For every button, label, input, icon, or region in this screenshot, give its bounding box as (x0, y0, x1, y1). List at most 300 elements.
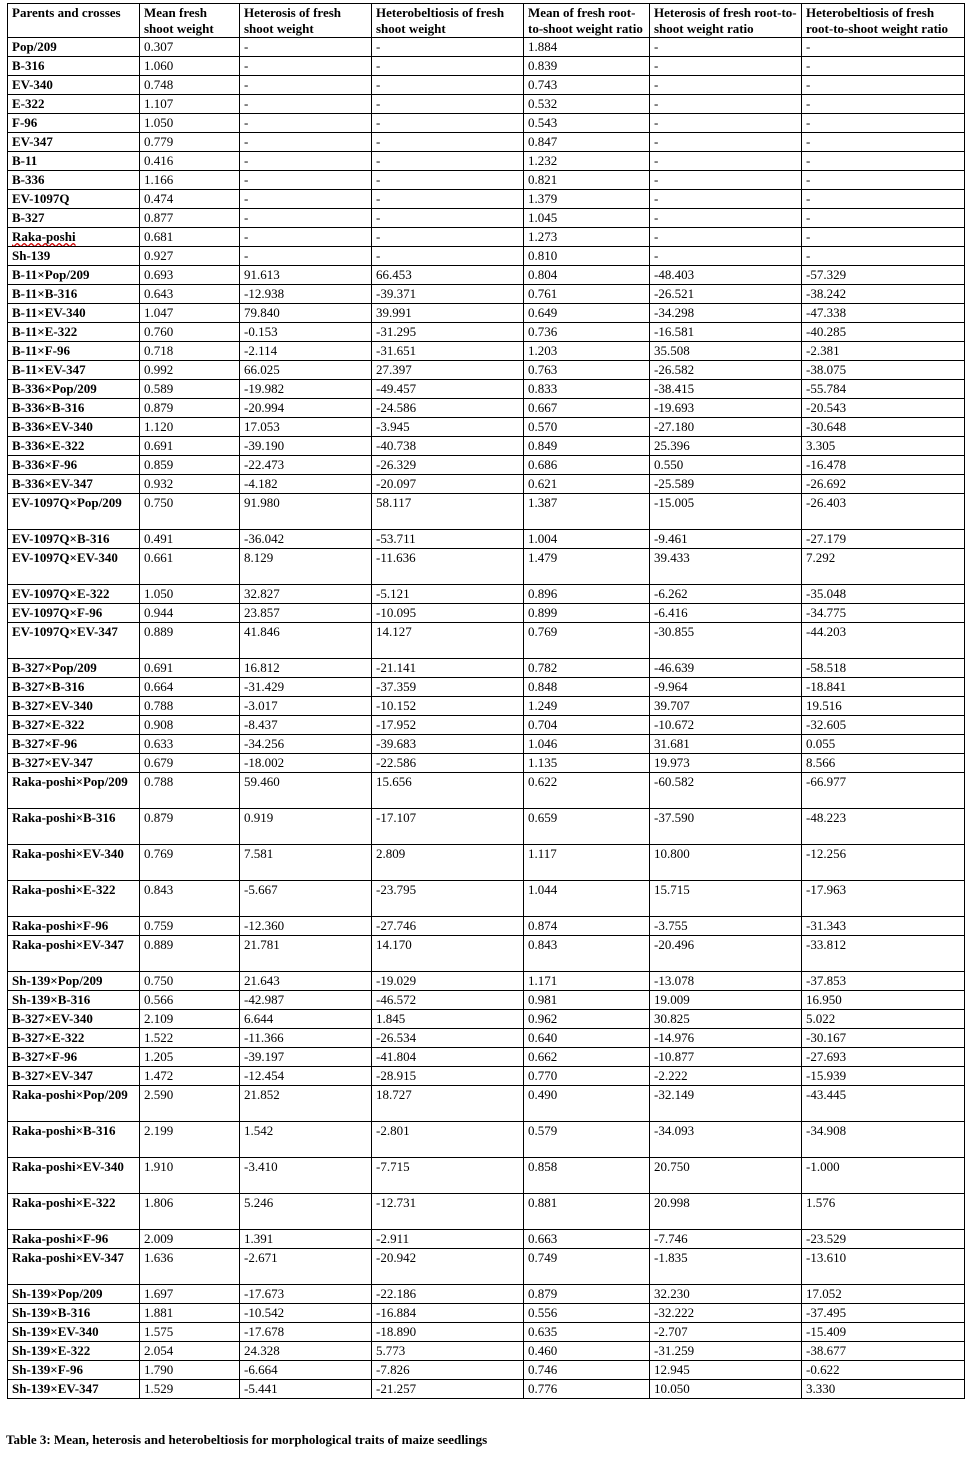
table-row (8, 361, 965, 380)
table-cell: -57.329 (802, 266, 965, 285)
row-label: B-336×EV-340 (8, 418, 140, 437)
table-cell: 1.522 (140, 1029, 240, 1048)
table-cell: - (802, 114, 965, 133)
row-label: Sh-139×Pop/209 (8, 1285, 140, 1304)
table-cell: -3.945 (372, 418, 524, 437)
table-cell: -32.149 (650, 1086, 802, 1122)
table-cell: 0.746 (524, 1361, 650, 1380)
table-cell: 0.899 (524, 604, 650, 623)
table-cell: -13.610 (802, 1249, 965, 1285)
table-cell: - (372, 209, 524, 228)
row-label: Sh-139×F-96 (8, 1361, 140, 1380)
table-cell: -15.409 (802, 1323, 965, 1342)
table-row (8, 171, 965, 190)
table-cell: 0.663 (524, 1230, 650, 1249)
table-cell: 2.809 (372, 845, 524, 881)
table-cell: 20.750 (650, 1158, 802, 1194)
row-label: B-11×EV-347 (8, 361, 140, 380)
row-label: B-327×EV-340 (8, 1010, 140, 1029)
table-row (8, 114, 965, 133)
table-row (8, 95, 965, 114)
header-heterosis-ratio: Heterosis of fresh root-to-shoot weight ratio (650, 4, 802, 38)
table-row (8, 190, 965, 209)
table-cell: 0.691 (140, 437, 240, 456)
table-cell: 66.453 (372, 266, 524, 285)
table-cell: 14.170 (372, 936, 524, 972)
row-label: B-316 (8, 57, 140, 76)
table-row (8, 1122, 965, 1158)
table-cell: 0.643 (140, 285, 240, 304)
table-row (8, 697, 965, 716)
table-cell: 58.117 (372, 494, 524, 530)
table-cell: 0.681 (140, 228, 240, 247)
row-label: Raka-poshi (8, 228, 140, 247)
table-cell: -30.648 (802, 418, 965, 437)
row-label: EV-1097Q×E-322 (8, 585, 140, 604)
table-cell: -44.203 (802, 623, 965, 659)
table-cell: - (240, 209, 372, 228)
row-label: EV-1097Q×Pop/209 (8, 494, 140, 530)
table-cell: 2.054 (140, 1342, 240, 1361)
table-cell: -22.473 (240, 456, 372, 475)
table-row (8, 530, 965, 549)
table-row (8, 623, 965, 659)
table-cell: 8.566 (802, 754, 965, 773)
row-label: B-336×E-322 (8, 437, 140, 456)
table-cell: -37.590 (650, 809, 802, 845)
row-label: B-327×F-96 (8, 1048, 140, 1067)
table-cell: -12.938 (240, 285, 372, 304)
header-mean-ratio: Mean of fresh root-to-shoot weight ratio (524, 4, 650, 38)
table-cell: 0.879 (140, 399, 240, 418)
table-cell: -27.746 (372, 917, 524, 936)
table-cell: 0.849 (524, 437, 650, 456)
table-cell: 1.205 (140, 1048, 240, 1067)
table-cell: 7.292 (802, 549, 965, 585)
table-cell: 1.171 (524, 972, 650, 991)
table-row (8, 1342, 965, 1361)
table-cell: 59.460 (240, 773, 372, 809)
table-row (8, 1323, 965, 1342)
table-cell: 0.810 (524, 247, 650, 266)
table-cell: 0.589 (140, 380, 240, 399)
table-row (8, 152, 965, 171)
table-cell: 1.004 (524, 530, 650, 549)
table-cell: 0.748 (140, 76, 240, 95)
table-cell: 19.009 (650, 991, 802, 1010)
table-cell: 0.908 (140, 716, 240, 735)
table-cell: 1.044 (524, 881, 650, 917)
table-cell: 0.661 (140, 549, 240, 585)
table-cell: -7.715 (372, 1158, 524, 1194)
row-label: B-11×Pop/209 (8, 266, 140, 285)
table-cell: 17.053 (240, 418, 372, 437)
table-cell: 2.590 (140, 1086, 240, 1122)
table-cell: -5.121 (372, 585, 524, 604)
table-cell: 3.305 (802, 437, 965, 456)
table-cell: - (372, 133, 524, 152)
table-cell: 0.704 (524, 716, 650, 735)
table-cell: 0.881 (524, 1194, 650, 1230)
row-label: EV-340 (8, 76, 140, 95)
table-cell: -13.078 (650, 972, 802, 991)
row-label: B-11 (8, 152, 140, 171)
table-cell: 1.135 (524, 754, 650, 773)
table-cell: - (240, 76, 372, 95)
table-cell: 0.622 (524, 773, 650, 809)
row-label: EV-347 (8, 133, 140, 152)
row-label: Raka-poshi×EV-347 (8, 1249, 140, 1285)
table-cell: 0.570 (524, 418, 650, 437)
table-cell: 0.664 (140, 678, 240, 697)
table-cell: - (650, 152, 802, 171)
row-label: Sh-139 (8, 247, 140, 266)
table-cell: -1.000 (802, 1158, 965, 1194)
table-cell: -9.461 (650, 530, 802, 549)
row-label: B-327 (8, 209, 140, 228)
table-cell: 32.827 (240, 585, 372, 604)
table-cell: 19.516 (802, 697, 965, 716)
table-cell: 0.843 (524, 936, 650, 972)
table-cell: -34.298 (650, 304, 802, 323)
table-cell: 0.532 (524, 95, 650, 114)
table-cell: 1.379 (524, 190, 650, 209)
row-label: B-327×EV-340 (8, 697, 140, 716)
table-row (8, 247, 965, 266)
row-label: B-336×F-96 (8, 456, 140, 475)
table-cell: -37.495 (802, 1304, 965, 1323)
table-cell: 0.307 (140, 38, 240, 57)
table-row (8, 659, 965, 678)
table-cell: -10.542 (240, 1304, 372, 1323)
table-cell: - (802, 76, 965, 95)
table-cell: 1.806 (140, 1194, 240, 1230)
table-cell: -2.222 (650, 1067, 802, 1086)
table-cell: 0.843 (140, 881, 240, 917)
table-cell: -19.982 (240, 380, 372, 399)
table-cell: -40.285 (802, 323, 965, 342)
table-cell: 1.120 (140, 418, 240, 437)
row-label: Raka-poshi×Pop/209 (8, 1086, 140, 1122)
table-cell: -2.114 (240, 342, 372, 361)
table-cell: -15.005 (650, 494, 802, 530)
table-cell: 0.944 (140, 604, 240, 623)
table-cell: -5.667 (240, 881, 372, 917)
table-cell: 0.460 (524, 1342, 650, 1361)
table-cell: -21.257 (372, 1380, 524, 1399)
table-cell: -46.639 (650, 659, 802, 678)
table-cell: 0.579 (524, 1122, 650, 1158)
table-cell: -28.915 (372, 1067, 524, 1086)
table-cell: 0.491 (140, 530, 240, 549)
table-cell: 30.825 (650, 1010, 802, 1029)
table-cell: - (372, 76, 524, 95)
table-cell: - (650, 171, 802, 190)
table-cell: -23.795 (372, 881, 524, 917)
table-cell: -20.942 (372, 1249, 524, 1285)
table-cell: 35.508 (650, 342, 802, 361)
table-row (8, 1285, 965, 1304)
table-row (8, 266, 965, 285)
table-cell: 0.788 (140, 773, 240, 809)
table-cell: 0.556 (524, 1304, 650, 1323)
table-cell: 0.779 (140, 133, 240, 152)
table-cell: -46.572 (372, 991, 524, 1010)
table-cell: 1.060 (140, 57, 240, 76)
table-cell: -12.731 (372, 1194, 524, 1230)
table-cell: 20.998 (650, 1194, 802, 1230)
table-cell: 0.769 (140, 845, 240, 881)
table-cell: 1.046 (524, 735, 650, 754)
table-row (8, 1029, 965, 1048)
table-cell: - (650, 228, 802, 247)
table-row (8, 1304, 965, 1323)
table-row (8, 323, 965, 342)
table-cell: -26.582 (650, 361, 802, 380)
table-cell: -26.534 (372, 1029, 524, 1048)
table-row (8, 1048, 965, 1067)
table-cell: 21.643 (240, 972, 372, 991)
table-cell: 0.821 (524, 171, 650, 190)
table-cell: 0.543 (524, 114, 650, 133)
table-cell: -6.416 (650, 604, 802, 623)
table-cell: -20.496 (650, 936, 802, 972)
table-cell: - (802, 190, 965, 209)
table-cell: 0.788 (140, 697, 240, 716)
row-label: E-322 (8, 95, 140, 114)
table-cell: 91.613 (240, 266, 372, 285)
table-cell: -19.029 (372, 972, 524, 991)
table-cell: -27.693 (802, 1048, 965, 1067)
table-row (8, 418, 965, 437)
table-cell: 39.707 (650, 697, 802, 716)
table-row (8, 678, 965, 697)
table-cell: -10.877 (650, 1048, 802, 1067)
table-cell: -39.371 (372, 285, 524, 304)
table-cell: -39.190 (240, 437, 372, 456)
table-cell: -2.671 (240, 1249, 372, 1285)
table-cell: - (802, 228, 965, 247)
table-cell: 15.656 (372, 773, 524, 809)
row-label: Raka-poshi×B-316 (8, 809, 140, 845)
table-cell: -39.197 (240, 1048, 372, 1067)
table-cell: -31.651 (372, 342, 524, 361)
table-cell: 16.812 (240, 659, 372, 678)
table-cell: -2.707 (650, 1323, 802, 1342)
table-cell: 0.804 (524, 266, 650, 285)
table-cell: 0.879 (524, 1285, 650, 1304)
table-cell: 1.910 (140, 1158, 240, 1194)
table-cell: 1.117 (524, 845, 650, 881)
table-cell: -26.692 (802, 475, 965, 494)
table-cell: - (372, 171, 524, 190)
table-cell: 1.576 (802, 1194, 965, 1230)
table-row (8, 399, 965, 418)
table-cell: 41.846 (240, 623, 372, 659)
table-cell: -5.441 (240, 1380, 372, 1399)
table-cell: -0.153 (240, 323, 372, 342)
row-label: Raka-poshi×EV-340 (8, 845, 140, 881)
table-row (8, 380, 965, 399)
table-cell: -23.529 (802, 1230, 965, 1249)
table-cell: -3.410 (240, 1158, 372, 1194)
table-cell: -17.678 (240, 1323, 372, 1342)
table-row (8, 585, 965, 604)
table-row (8, 57, 965, 76)
table-cell: -55.784 (802, 380, 965, 399)
row-label: B-11×F-96 (8, 342, 140, 361)
table-cell: 0.693 (140, 266, 240, 285)
table-cell: - (372, 190, 524, 209)
table-row (8, 1361, 965, 1380)
table-cell: - (372, 57, 524, 76)
table-cell: -12.454 (240, 1067, 372, 1086)
row-label: B-327×Pop/209 (8, 659, 140, 678)
table-cell: 5.022 (802, 1010, 965, 1029)
table-cell: -0.622 (802, 1361, 965, 1380)
table-cell: -30.855 (650, 623, 802, 659)
table-cell: 0.055 (802, 735, 965, 754)
table-cell: -22.586 (372, 754, 524, 773)
table-cell: -1.835 (650, 1249, 802, 1285)
row-label: B-327×EV-347 (8, 754, 140, 773)
table-cell: -48.403 (650, 266, 802, 285)
table-cell: 0.759 (140, 917, 240, 936)
table-cell: -7.826 (372, 1361, 524, 1380)
row-label: Sh-139×EV-340 (8, 1323, 140, 1342)
row-label: B-327×E-322 (8, 1029, 140, 1048)
table-cell: - (802, 171, 965, 190)
table-row (8, 304, 965, 323)
row-label: B-327×EV-347 (8, 1067, 140, 1086)
table-cell: -27.179 (802, 530, 965, 549)
table-cell: 25.396 (650, 437, 802, 456)
table-cell: - (240, 228, 372, 247)
table-cell: - (802, 38, 965, 57)
table-cell: -2.381 (802, 342, 965, 361)
table-cell: -10.095 (372, 604, 524, 623)
table-row (8, 604, 965, 623)
table-cell: 2.109 (140, 1010, 240, 1029)
table-row (8, 754, 965, 773)
table-cell: -20.994 (240, 399, 372, 418)
table-cell: -19.693 (650, 399, 802, 418)
table-cell: 0.760 (140, 323, 240, 342)
row-label: B-11×B-316 (8, 285, 140, 304)
table-row (8, 228, 965, 247)
table-cell: -38.415 (650, 380, 802, 399)
row-label: Raka-poshi×F-96 (8, 917, 140, 936)
table-cell: - (802, 247, 965, 266)
table-cell: 0.686 (524, 456, 650, 475)
table-cell: - (802, 95, 965, 114)
table-row (8, 133, 965, 152)
row-label: EV-1097Q×F-96 (8, 604, 140, 623)
table-cell: 1.542 (240, 1122, 372, 1158)
table-cell: -31.343 (802, 917, 965, 936)
table-cell: 0.743 (524, 76, 650, 95)
table-cell: - (650, 76, 802, 95)
header-parents: Parents and crosses (8, 4, 140, 38)
table-cell: -18.002 (240, 754, 372, 773)
table-body (8, 38, 965, 1399)
table-cell: 2.009 (140, 1230, 240, 1249)
row-label: Raka-poshi×Pop/209 (8, 773, 140, 809)
row-label: Sh-139×Pop/209 (8, 972, 140, 991)
table-cell: -27.180 (650, 418, 802, 437)
table-cell: -17.952 (372, 716, 524, 735)
table-cell: 1.479 (524, 549, 650, 585)
table-cell: -32.222 (650, 1304, 802, 1323)
table-cell: 0.877 (140, 209, 240, 228)
row-label: B-336×B-316 (8, 399, 140, 418)
table-cell: - (650, 247, 802, 266)
table-cell: 1.472 (140, 1067, 240, 1086)
table-cell: -48.223 (802, 809, 965, 845)
table-cell: - (650, 95, 802, 114)
table-cell: 19.973 (650, 754, 802, 773)
table-cell: -43.445 (802, 1086, 965, 1122)
table-cell: 3.330 (802, 1380, 965, 1399)
table-cell: 1.166 (140, 171, 240, 190)
table-cell: - (372, 152, 524, 171)
table-cell: - (372, 95, 524, 114)
table-cell: - (372, 247, 524, 266)
table-cell: 0.848 (524, 678, 650, 697)
row-label: B-336×Pop/209 (8, 380, 140, 399)
table-cell: 0.833 (524, 380, 650, 399)
table-cell: -18.841 (802, 678, 965, 697)
table-cell: 27.397 (372, 361, 524, 380)
table-cell: 1.529 (140, 1380, 240, 1399)
table-row (8, 881, 965, 917)
table-row (8, 1010, 965, 1029)
table-cell: -26.329 (372, 456, 524, 475)
table-cell: -53.711 (372, 530, 524, 549)
table-cell: -32.605 (802, 716, 965, 735)
table-cell: 1.203 (524, 342, 650, 361)
row-label: B-336×EV-347 (8, 475, 140, 494)
table-row (8, 285, 965, 304)
table-cell: 0.859 (140, 456, 240, 475)
row-label: B-327×F-96 (8, 735, 140, 754)
table-cell: -30.167 (802, 1029, 965, 1048)
table-row (8, 936, 965, 972)
table-cell: 1.575 (140, 1323, 240, 1342)
table-cell: 1.107 (140, 95, 240, 114)
table-cell: -34.775 (802, 604, 965, 623)
table-cell: 0.919 (240, 809, 372, 845)
table-cell: -10.152 (372, 697, 524, 716)
table-cell: -20.097 (372, 475, 524, 494)
table-cell: 0.962 (524, 1010, 650, 1029)
table-cell: - (802, 133, 965, 152)
table-cell: - (650, 114, 802, 133)
table-cell: -49.457 (372, 380, 524, 399)
table-row (8, 1249, 965, 1285)
table-cell: 32.230 (650, 1285, 802, 1304)
table-cell: -12.256 (802, 845, 965, 881)
row-label: EV-1097Q×EV-347 (8, 623, 140, 659)
table-cell: 39.433 (650, 549, 802, 585)
table-cell: 15.715 (650, 881, 802, 917)
header-heterobeltiosis-shoot: Heterobeltiosis of fresh shoot weight (372, 4, 524, 38)
table-cell: - (240, 95, 372, 114)
table-row (8, 549, 965, 585)
table-cell: - (372, 228, 524, 247)
table-cell: 7.581 (240, 845, 372, 881)
table-cell: 91.980 (240, 494, 372, 530)
